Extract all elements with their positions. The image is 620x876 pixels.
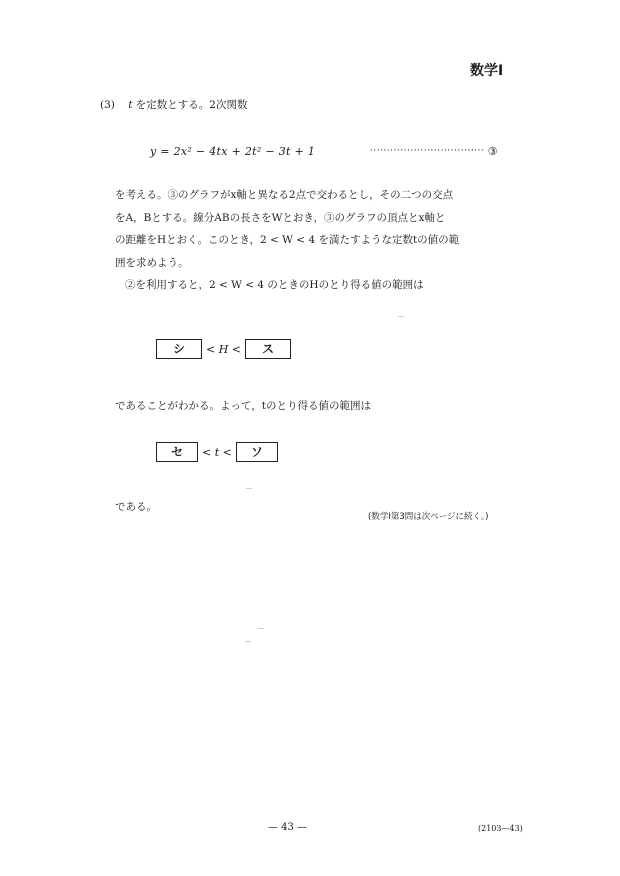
problem-paragraph [115,184,525,297]
inequality-middle: < H < [206,342,242,356]
paragraph-line: 囲を求めよう。 [115,256,189,269]
inequality-h [156,339,291,359]
paragraph-line: をA，Bとする。線分ABの長さをWとおき，③のグラフの頂点とx軸と [115,211,446,224]
scan-speck [398,316,404,317]
page-number: — 43 — [268,822,308,833]
question-intro [100,97,247,112]
answer-box-su[interactable]: ス [245,339,291,359]
result-text-2: である。 [115,501,157,513]
answer-box-se[interactable]: セ [156,442,198,462]
answer-box-so[interactable]: ソ [236,442,278,462]
continues-note: (数学Ⅰ第3問は次ページに続く。) [368,512,489,522]
intro-text: を定数とする。2次関数 [135,99,248,111]
inequality-t [156,442,278,462]
question-number: (3) [100,99,115,111]
paragraph-line: ②を利用すると，2 < W < 4 のときのHのとり得る値の範囲は [125,279,424,291]
scan-speck [258,628,264,629]
leader-dots: ·································· [370,146,485,156]
answer-box-shi[interactable]: シ [156,339,202,359]
inequality-middle: < t < [202,445,232,459]
equation-number: ③ [487,145,498,158]
quadratic-equation: y = 2x² − 4tx + 2t² − 3t + 1 [150,145,316,158]
intro-variable: t [128,99,133,111]
paragraph-line: を考える。③のグラフがx軸と異なる2点で交わるとし，その二つの交点 [115,189,454,201]
subject-title: 数学Ⅰ [470,63,504,79]
paragraph-line: の距離をHとおく。このとき，2 < W < 4 を満たすような定数tの値の範 [115,234,460,246]
result-text-1: であることがわかる。よって，tのとり得る値の範囲は [115,400,372,412]
scan-speck [246,488,252,489]
scan-speck [245,641,251,642]
document-code: (2103—43) [478,824,523,833]
equation-reference [370,145,498,158]
